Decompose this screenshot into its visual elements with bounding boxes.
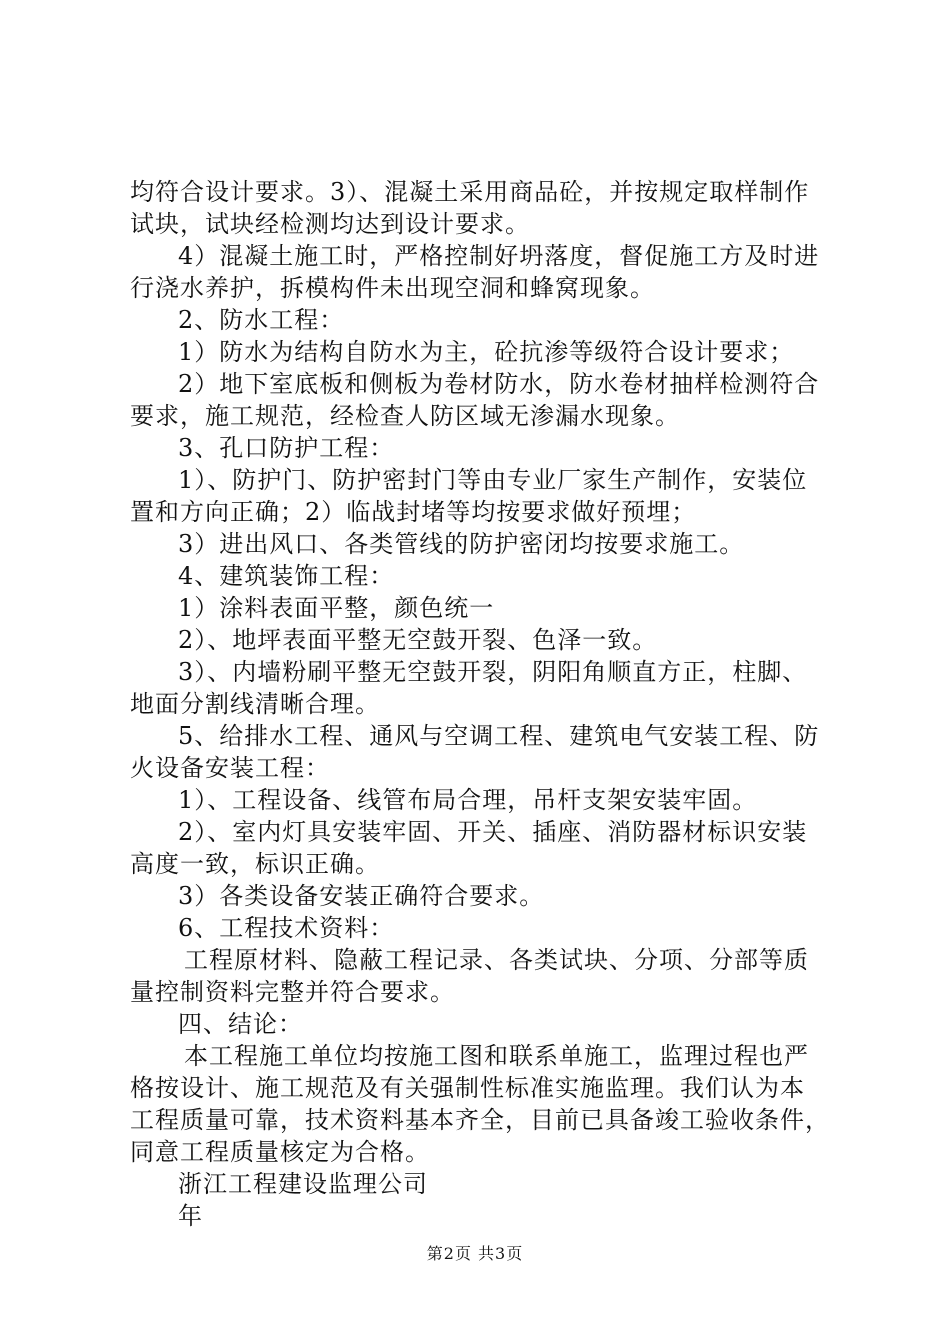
body-line: 量控制资料完整并符合要求。 — [130, 978, 455, 1006]
body-line: 同意工程质量核定为合格。 — [130, 1138, 430, 1166]
section-heading: 火设备安装工程： — [130, 754, 330, 782]
body-line: 1）、防护门、防护密封门等由专业厂家生产制作，安装位 — [178, 466, 808, 494]
body-line: 2）、地坪表面平整无空鼓开裂、色泽一致。 — [178, 626, 658, 654]
signature-company: 浙江工程建设监理公司 — [178, 1170, 428, 1198]
body-line: 要求，施工规范，经检查人防区域无渗漏水现象。 — [130, 402, 680, 430]
body-line: 2）、室内灯具安装牢固、开关、插座、消防器材标识安装 — [178, 818, 808, 846]
body-line: 3）、内墙粉刷平整无空鼓开裂，阴阳角顺直方正，柱脚、 — [178, 658, 808, 686]
body-line: 试块，试块经检测均达到设计要求。 — [130, 210, 530, 238]
body-line: 1）涂料表面平整，颜色统一 — [178, 594, 495, 622]
body-line: 4）混凝土施工时，严格控制好坍落度，督促施工方及时进 — [178, 242, 820, 270]
signature-date: 年 — [178, 1202, 203, 1230]
body-line: 1）防水为结构自防水为主，砼抗渗等级符合设计要求； — [178, 338, 795, 366]
body-line: 格按设计、施工规范及有关强制性标准实施监理。我们认为本 — [130, 1074, 805, 1102]
body-line: 行浇水养护，拆模构件未出现空洞和蜂窝现象。 — [130, 274, 655, 302]
section-heading: 四、结论： — [178, 1010, 303, 1038]
body-line: 工程质量可靠，技术资料基本齐全，目前已具备竣工验收条件， — [130, 1106, 830, 1134]
body-line: 本工程施工单位均按施工图和联系单施工，监理过程也严 — [184, 1042, 809, 1070]
body-line: 高度一致，标识正确。 — [130, 850, 380, 878]
section-heading: 3、孔口防护工程： — [178, 434, 395, 462]
page-number-footer: 第2页 共3页 — [426, 1244, 524, 1263]
body-line: 工程原材料、隐蔽工程记录、各类试块、分项、分部等质 — [184, 946, 809, 974]
body-line: 均符合设计要求。3）、混凝土采用商品砼，并按规定取样制作 — [130, 178, 810, 206]
body-line: 1）、工程设备、线管布局合理，吊杆支架安装牢固。 — [178, 786, 758, 814]
section-heading: 2、防水工程： — [178, 306, 345, 334]
body-line: 地面分割线清晰合理。 — [130, 690, 380, 718]
body-line: 3）各类设备安装正确符合要求。 — [178, 882, 545, 910]
body-line: 置和方向正确；2）临战封堵等均按要求做好预埋； — [130, 498, 697, 526]
body-line: 3）进出风口、各类管线的防护密闭均按要求施工。 — [178, 530, 745, 558]
section-heading: 6、工程技术资料： — [178, 914, 395, 942]
body-line: 2）地下室底板和侧板为卷材防水，防水卷材抽样检测符合 — [178, 370, 820, 398]
section-heading: 4、建筑装饰工程： — [178, 562, 395, 590]
section-heading: 5、给排水工程、通风与空调工程、建筑电气安装工程、防 — [178, 722, 820, 750]
